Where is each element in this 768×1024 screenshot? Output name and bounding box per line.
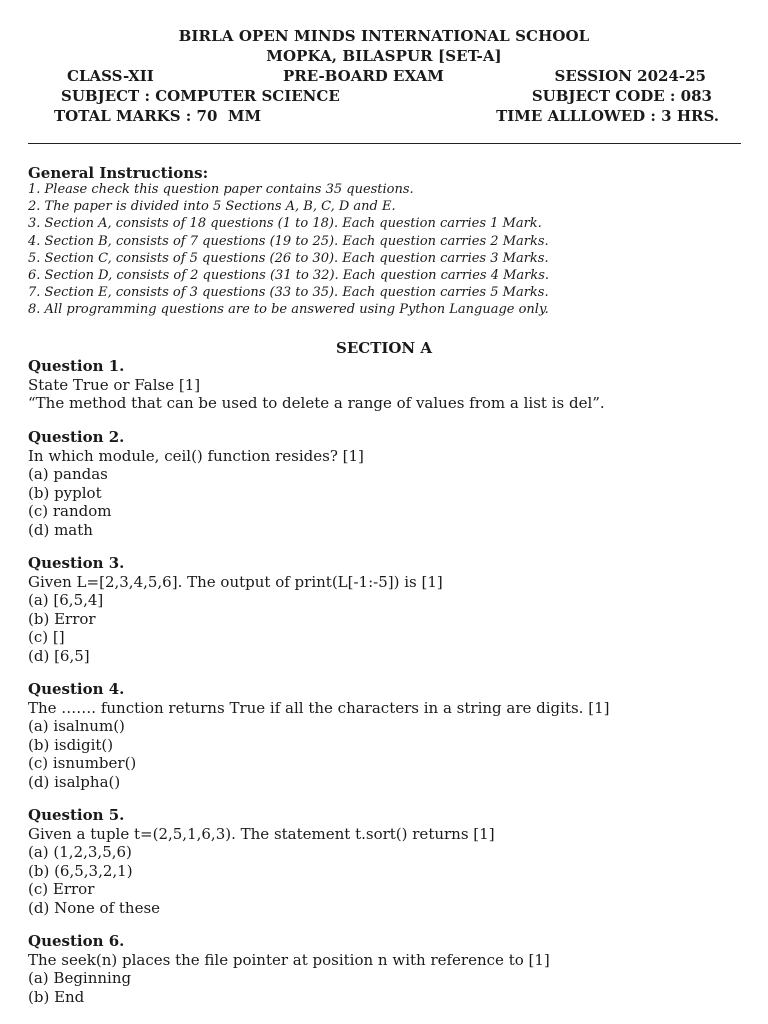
instruction-item: 6. Section D, consists of 2 questions (31 to 32). Each question carries 4 Marks.	[28, 267, 550, 283]
question-heading: Question 4.	[28, 680, 125, 698]
option-d: (d) None of these	[28, 898, 161, 917]
option-b: (b) Error	[28, 609, 96, 628]
question-text: State True or False [1]	[28, 375, 201, 394]
option-c: (c) isnumber()	[28, 754, 137, 772]
option-a: (a) Beginning	[28, 969, 132, 987]
question-5	[28, 806, 495, 917]
class-label: CLASS-XII	[67, 67, 154, 85]
section-a-title: SECTION A	[335, 339, 433, 357]
option-a: (a) [6,5,4]	[28, 591, 104, 609]
option-c: (c) []	[28, 628, 65, 646]
question-heading: Question 6.	[28, 932, 125, 950]
time-allowed-label: TIME ALLLOWED : 3 HRS.	[496, 107, 719, 125]
option-a: (a) (1,2,3,5,6)	[28, 843, 132, 861]
option-c: (c) Error	[28, 880, 95, 898]
instruction-item: 8. All programming questions are to be answered using Python Language only.	[28, 302, 549, 318]
instruction-item: 2. The paper is divided into 5 Sections A, B, C, D and E.	[28, 199, 396, 215]
option-a: (a) isalnum()	[28, 717, 125, 735]
question-text: In which module, ceil() function resides? [1]	[28, 446, 364, 465]
question-heading: Question 1.	[28, 357, 125, 375]
instruction-item: 5. Section C, consists of 5 questions (26 to 30). Each question carries 3 Marks.	[28, 250, 549, 266]
question-heading: Question 3.	[28, 554, 125, 572]
subject-label: SUBJECT : COMPUTER SCIENCE	[61, 87, 340, 105]
question-text: The ……. function returns True if all the characters in a string are digits. [1]	[28, 698, 610, 717]
total-marks-label: TOTAL MARKS : 70 MM	[54, 107, 262, 125]
option-b: (b) (6,5,3,2,1)	[28, 861, 133, 880]
school-name: BIRLA OPEN MINDS INTERNATIONAL SCHOOL	[178, 27, 590, 45]
question-3	[28, 554, 443, 665]
header-divider	[28, 143, 741, 144]
option-c: (c) random	[28, 502, 112, 520]
option-b: (b) isdigit()	[28, 735, 114, 754]
question-text: Given L=[2,3,4,5,6]. The output of print(L[-1:-5]) is [1]	[28, 572, 443, 591]
school-location: MOPKA, BILASPUR [SET-A]	[266, 47, 502, 65]
option-a: (a) pandas	[28, 465, 108, 483]
question-6	[28, 932, 550, 1006]
question-text: “The method that can be used to delete a range of values from a list is del”.	[28, 394, 605, 412]
option-d: (d) math	[28, 520, 93, 539]
option-b: (b) End	[28, 987, 85, 1006]
question-heading: Question 2.	[28, 428, 125, 446]
instruction-item: 4. Section B, consists of 7 questions (19 to 25). Each question carries 2 Marks.	[28, 233, 549, 249]
instruction-item: 3. Section A, consists of 18 questions (1 to 18). Each question carries 1 Mark.	[28, 216, 542, 232]
instruction-item: 1. Please check this question paper contains 35 questions.	[28, 182, 414, 197]
instruction-item: 7. Section E, consists of 3 questions (33 to 35). Each question carries 5 Marks.	[28, 285, 549, 301]
question-heading: Question 5.	[28, 806, 125, 824]
instructions-list	[28, 181, 549, 319]
exam-label: PRE-BOARD EXAM	[283, 67, 444, 85]
session-label: SESSION 2024-25	[554, 67, 706, 85]
question-text: Given a tuple t=(2,5,1,6,3). The statement t.sort() returns [1]	[28, 824, 495, 843]
question-1	[28, 357, 605, 413]
instructions-title: General Instructions:	[28, 164, 209, 182]
subject-code-label: SUBJECT CODE : 083	[531, 87, 712, 105]
question-2	[28, 428, 364, 539]
question-4	[28, 680, 609, 791]
option-d: (d) isalpha()	[28, 772, 121, 791]
option-d: (d) [6,5]	[28, 646, 90, 665]
option-b: (b) pyplot	[28, 483, 102, 502]
question-text: The seek(n) places the file pointer at position n with reference to [1]	[28, 950, 550, 969]
